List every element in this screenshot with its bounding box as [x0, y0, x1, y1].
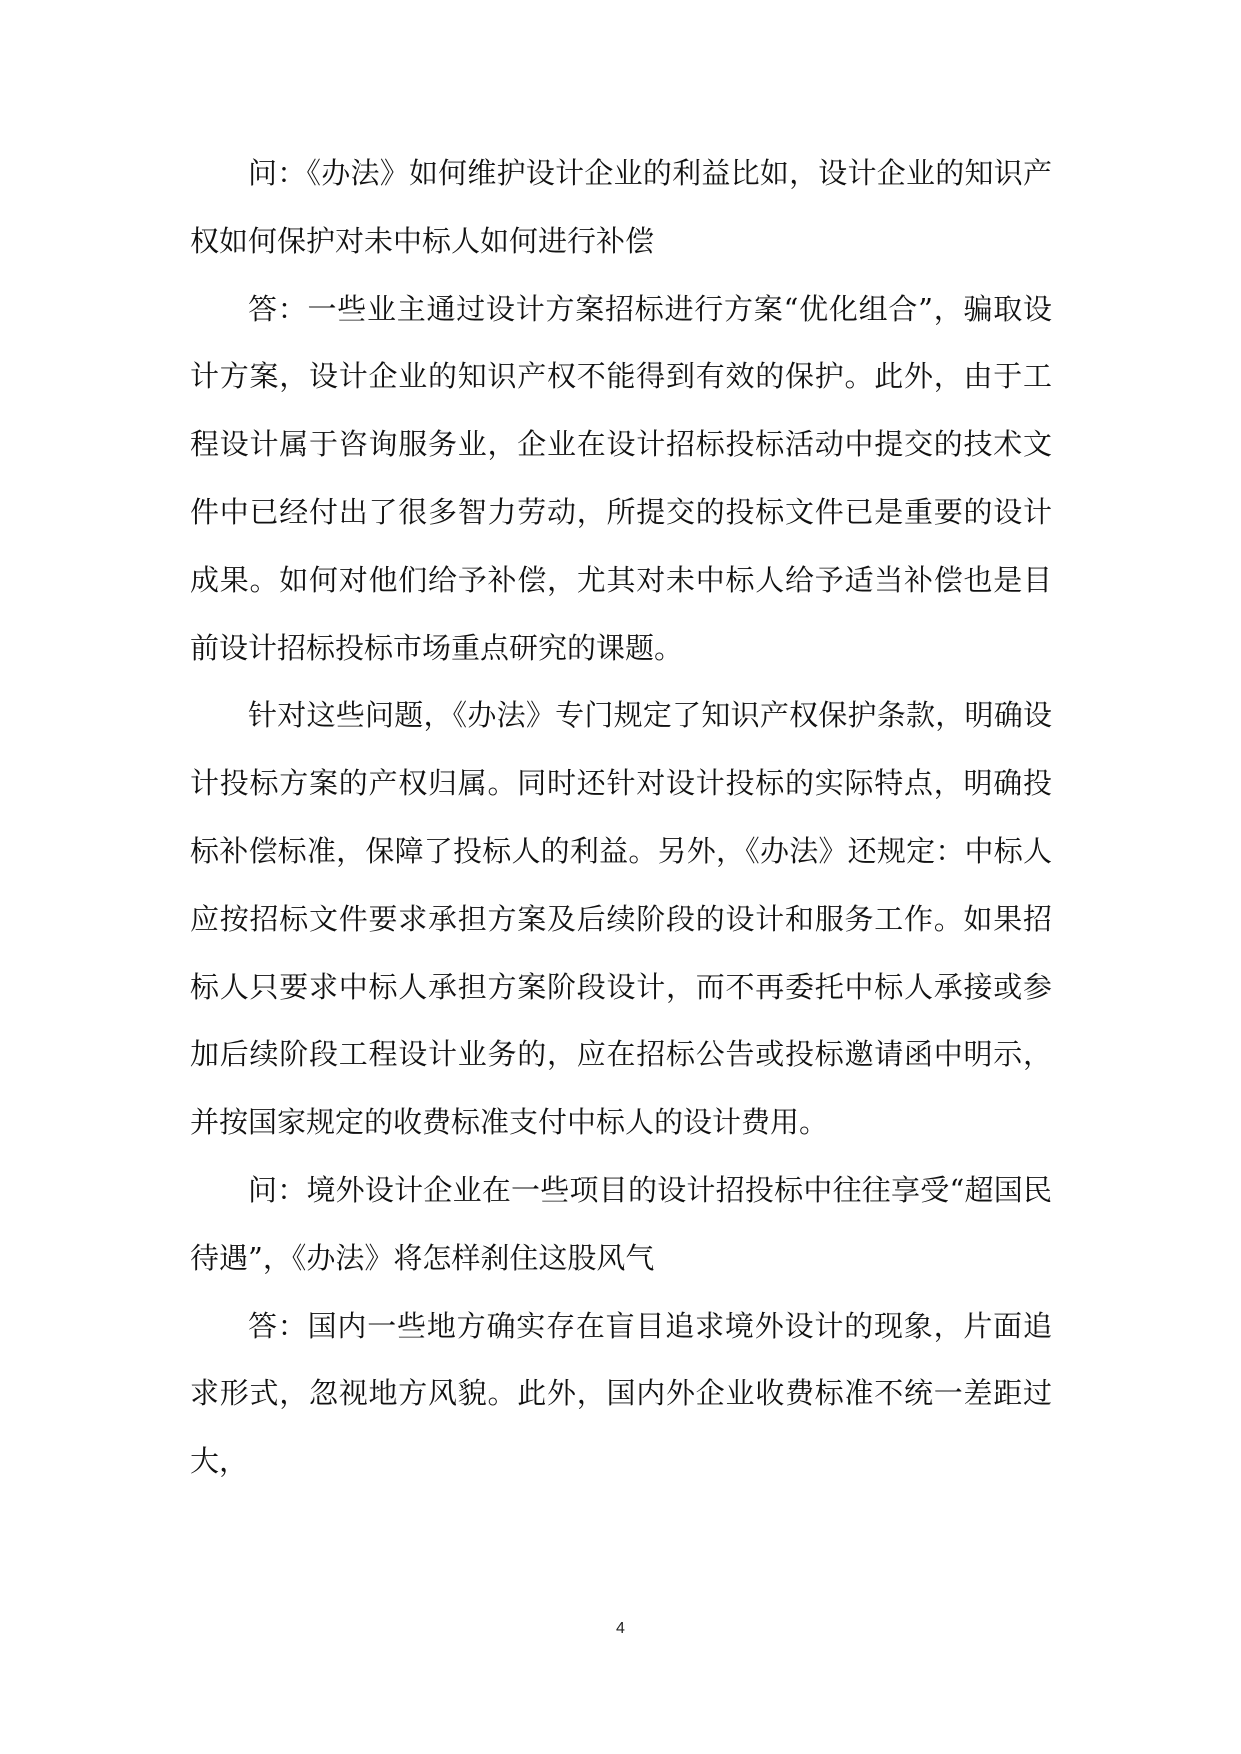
body-paragraph-measures: 针对这些问题，《办法》专门规定了知识产权保护条款，明确设计投标方案的产权归属。同时还针对设计投标的实际特点，明确投标补偿标准，保障了投标人的利益。另外，《办法》还规定：中标人应按招标文件要求承担方案及后续阶段的设计和服务工作。如果招标人只要求中标人承担方案阶段设计，而不再委托中标人承接或参加后续阶段工程设计业务的，应在招标公告或投标邀请函中明示，并按国家规定的收费标准支付中标人的设计费用。: [190, 698, 1052, 1140]
document-body: [190, 140, 1052, 1496]
question-paragraph-ip-protection: 问：《办法》如何维护设计企业的利益比如，设计企业的知识产权如何保护对未中标人如何进行补偿: [190, 156, 1052, 258]
answer-paragraph-foreign-firms: 答：国内一些地方确实存在盲目追求境外设计的现象，片面追求形式，忽视地方风貌。此外，国内外企业收费标准不统一差距过大，: [190, 1308, 1052, 1479]
question-paragraph-foreign-firms: 问：境外设计企业在一些项目的设计招投标中往往享受“超国民待遇”，《办法》将怎样刹住这股风气: [190, 1172, 1052, 1275]
page-number: 4: [616, 1620, 625, 1637]
answer-paragraph-ip-protection: 答：一些业主通过设计方案招标进行方案“优化组合”，骗取设计方案，设计企业的知识产权不能得到有效的保护。此外，由于工程设计属于咨询服务业，企业在设计招标投标活动中提交的技术文件中已经付出了很多智力劳动，所提交的投标文件已是重要的设计成果。如何对他们给予补偿，尤其对未中标人给予适当补偿也是目前设计招标投标市场重点研究的课题。: [190, 291, 1052, 665]
